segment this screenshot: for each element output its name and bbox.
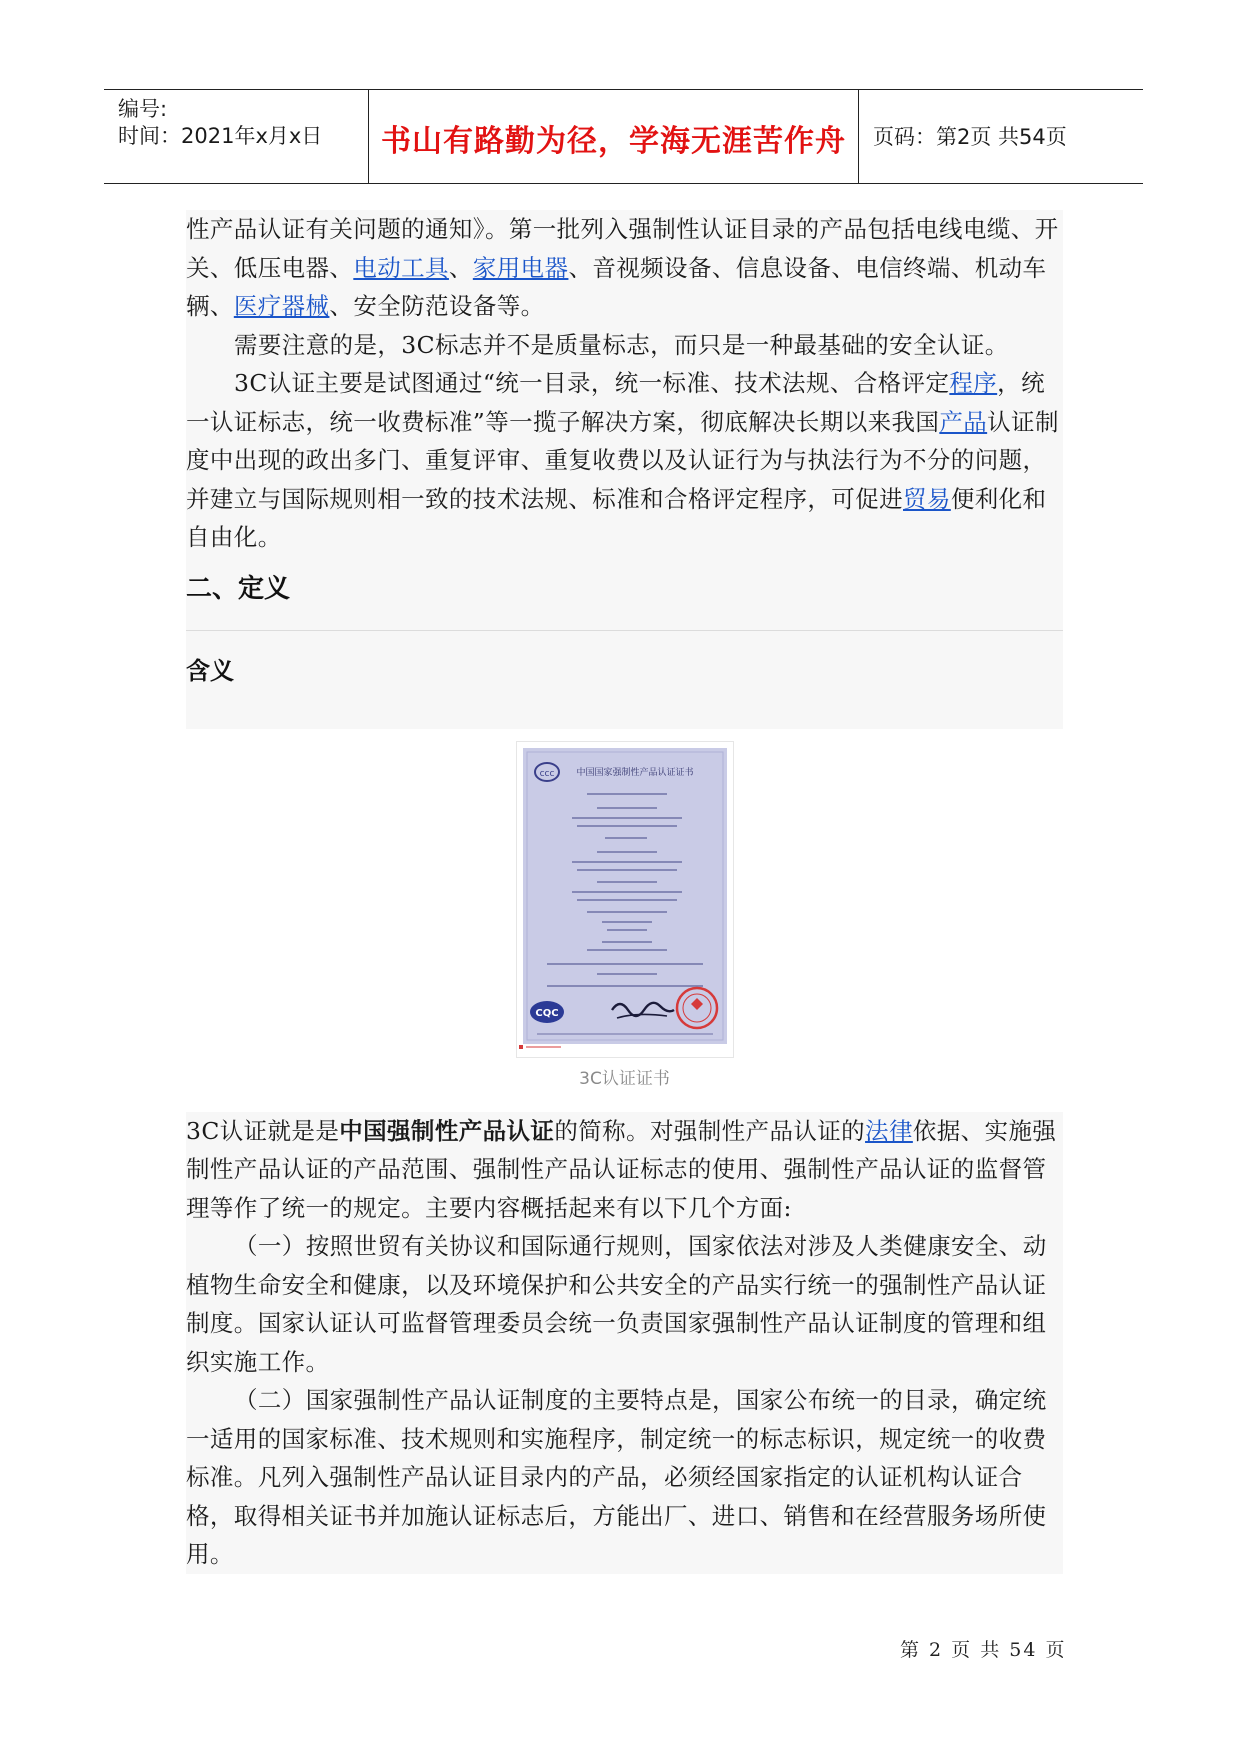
page-header [104, 89, 1143, 184]
inline-link[interactable]: 程序 [949, 369, 998, 397]
section-divider [186, 630, 1063, 631]
certificate-caption: 3C认证证书 [579, 1068, 670, 1089]
article-body [186, 210, 1063, 1574]
text-run: 的简称。对强制性产品认证的 [554, 1116, 866, 1145]
certificate-image [516, 741, 734, 1058]
text-run: ，统一认证标志，统一收费标准”等一揽子解决方案，彻底解决长期以来我国 [186, 369, 1045, 436]
certificate-title: 中国国家强制性产品认证证书 [575, 767, 694, 778]
inline-link[interactable]: 电动工具 [353, 253, 449, 282]
paragraph-point-two: （二）国家强制性产品认证制度的主要特点是，国家公布统一的目录，确定统一适用的国家标准、技术规则和实施程序，制定统一的标志标识，规定统一的收费标准。凡列入强制性产品认证目录内的产品，必须经国家指定的认证机构认证合格，取得相关证书并加施认证标志后，方能出厂、进口、销售和在经营服务场所使用。 [186, 1386, 1047, 1568]
inline-link[interactable]: 法律 [865, 1116, 913, 1145]
text-run: 、安全防范设备等。 [329, 292, 545, 320]
header-motto: 书山有路勤为径，学海无涯苦作舟 [381, 124, 846, 159]
sub-heading-meaning: 含义 [186, 656, 234, 685]
header-motto-cell [368, 90, 859, 183]
paragraph-note: 需要注意的是，3C标志并不是质量标志，而只是一种最基础的安全认证。 [234, 330, 1009, 359]
section-heading-definition: 二、定义 [186, 573, 291, 604]
certificate-figure [186, 729, 1063, 1112]
paragraph-point-one: （一）按照世贸有关协议和国际通行规则，国家依法对涉及人类健康安全、动植物生命安全和健康，以及环境保护和公共安全的产品实行统一的强制性产品认证制度。国家认证认可监督管理委员会统一负责国家强制性产品认证制度的管理和组织实施工作。 [186, 1232, 1047, 1376]
bold-term: 中国强制性产品认证 [339, 1116, 555, 1145]
header-number-label: 编号: [118, 97, 168, 121]
text-run: 、 [448, 253, 473, 282]
cqc-logo: CQC [534, 1007, 559, 1019]
text-run: 认证制度中出现的政出多门、重复评审、重复收费以及认证行为与执法行为不分的问题，并建立与国际规则相一致的技术法规、标准和合格评定程序，可促进 [186, 407, 1059, 513]
text-run: 依据、实施强制性产品认证的产品范围、强制性产品认证标志的使用、强制性产品认证的监督管理等作了统一的规定。主要内容概括起来有以下几个方面: [186, 1116, 1057, 1222]
paragraph-purpose [186, 364, 1063, 557]
page-footer: 第 2 页 共 54 页 [900, 1639, 1067, 1661]
header-time-label: 时间：2021年x月x日 [118, 124, 323, 148]
text-run: 性产品认证有关问题的通知》。第一批列入强制性认证目录的产品包括电线电缆、开关、低压电器、 [186, 215, 1059, 282]
inline-link[interactable]: 产品 [939, 407, 988, 436]
text-run: 3C认证主要是试图通过“统一目录，统一标准、技术法规、合格评定 [234, 369, 950, 397]
inline-link[interactable]: 家用电器 [472, 253, 569, 282]
text-run: 3C认证就是是 [186, 1116, 340, 1145]
header-page-label: 页码：第2页 共54页 [873, 125, 1067, 149]
text-run: 便利化和自由化。 [186, 484, 1047, 551]
svg-text:ccc: ccc [539, 768, 554, 779]
paragraph-product-list [186, 210, 1063, 326]
header-meta-cell [104, 90, 368, 183]
inline-link[interactable]: 医疗器械 [233, 292, 330, 320]
inline-link[interactable]: 贸易 [903, 484, 951, 513]
header-page-cell [859, 90, 1143, 183]
text-run: 、音视频设备、信息设备、电信终端、机动车辆、 [186, 253, 1047, 320]
paragraph-definition [186, 1112, 1063, 1228]
